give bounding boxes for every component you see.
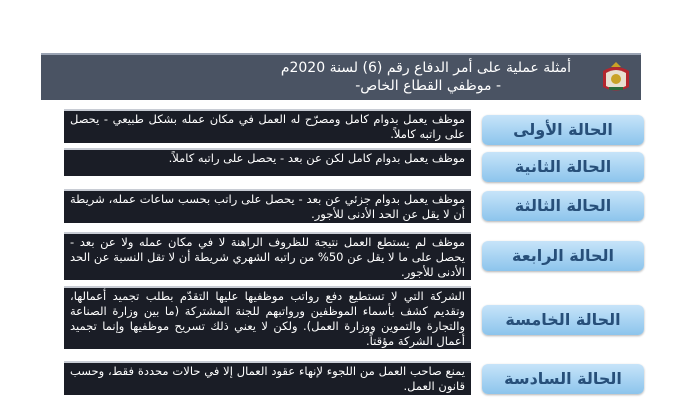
case-2-description: موظف يعمل بدوام كامل لكن عن بعد - يحصل على راتبه كاملاً.: [64, 148, 471, 176]
case-5-description: الشركة التي لا تستطيع دفع رواتب موظفيها عليها التقدّم بطلب تجميد أعمالها، وتقديم كشف بأسماء الموظفين ورواتبهم للجنة المشتركة (ما بين وزارة الصناعة والتجارة والتموين ووزارة العمل). ولكن لا يعني ذلك تسريح موظفيها وإنما تجميد أعمال الشركة مؤقتاً.: [64, 286, 471, 349]
case-5-label: الحالة الخامسة: [482, 305, 644, 335]
header-title: أمثلة عملية على أمر الدفاع رقم (6) لسنة 2020م: [280, 60, 571, 76]
case-4-description: موظف لم يستطع العمل نتيجة للظروف الراهنة لا في مكان عمله ولا عن بعد - يحصل على ما لا يقل عن 50% من راتبه الشهري شريطة أن لا تقل النسبة عن الحد الأدنى للأجور.: [64, 232, 471, 280]
jordan-coat-of-arms-icon: [599, 61, 633, 95]
case-4-label: الحالة الرابعة: [482, 241, 644, 271]
slide-header: [41, 53, 641, 100]
case-1-label: الحالة الأولى: [482, 115, 644, 145]
case-6-description: يمنع صاحب العمل من اللجوء لإنهاء عقود العمال إلا في حالات محددة فقط، وحسب قانون العمل.: [64, 361, 471, 395]
case-3-label: الحالة الثالثة: [482, 191, 644, 221]
case-3-description: موظف يعمل بدوام جزئي عن بعد - يحصل على راتب بحسب ساعات عمله، شريطة أن لا يقل عن الحد الأدنى للأجور.: [64, 189, 471, 223]
case-1-description: موظف يعمل بدوام كامل ومصرّح له العمل في مكان عمله بشكل طبيعي - يحصل على راتبه كاملاً.: [64, 109, 471, 143]
case-6-label: الحالة السادسة: [482, 364, 644, 394]
header-subtitle: - موظفي القطاع الخاص-: [355, 78, 501, 94]
case-2-label: الحالة الثانية: [482, 152, 644, 182]
